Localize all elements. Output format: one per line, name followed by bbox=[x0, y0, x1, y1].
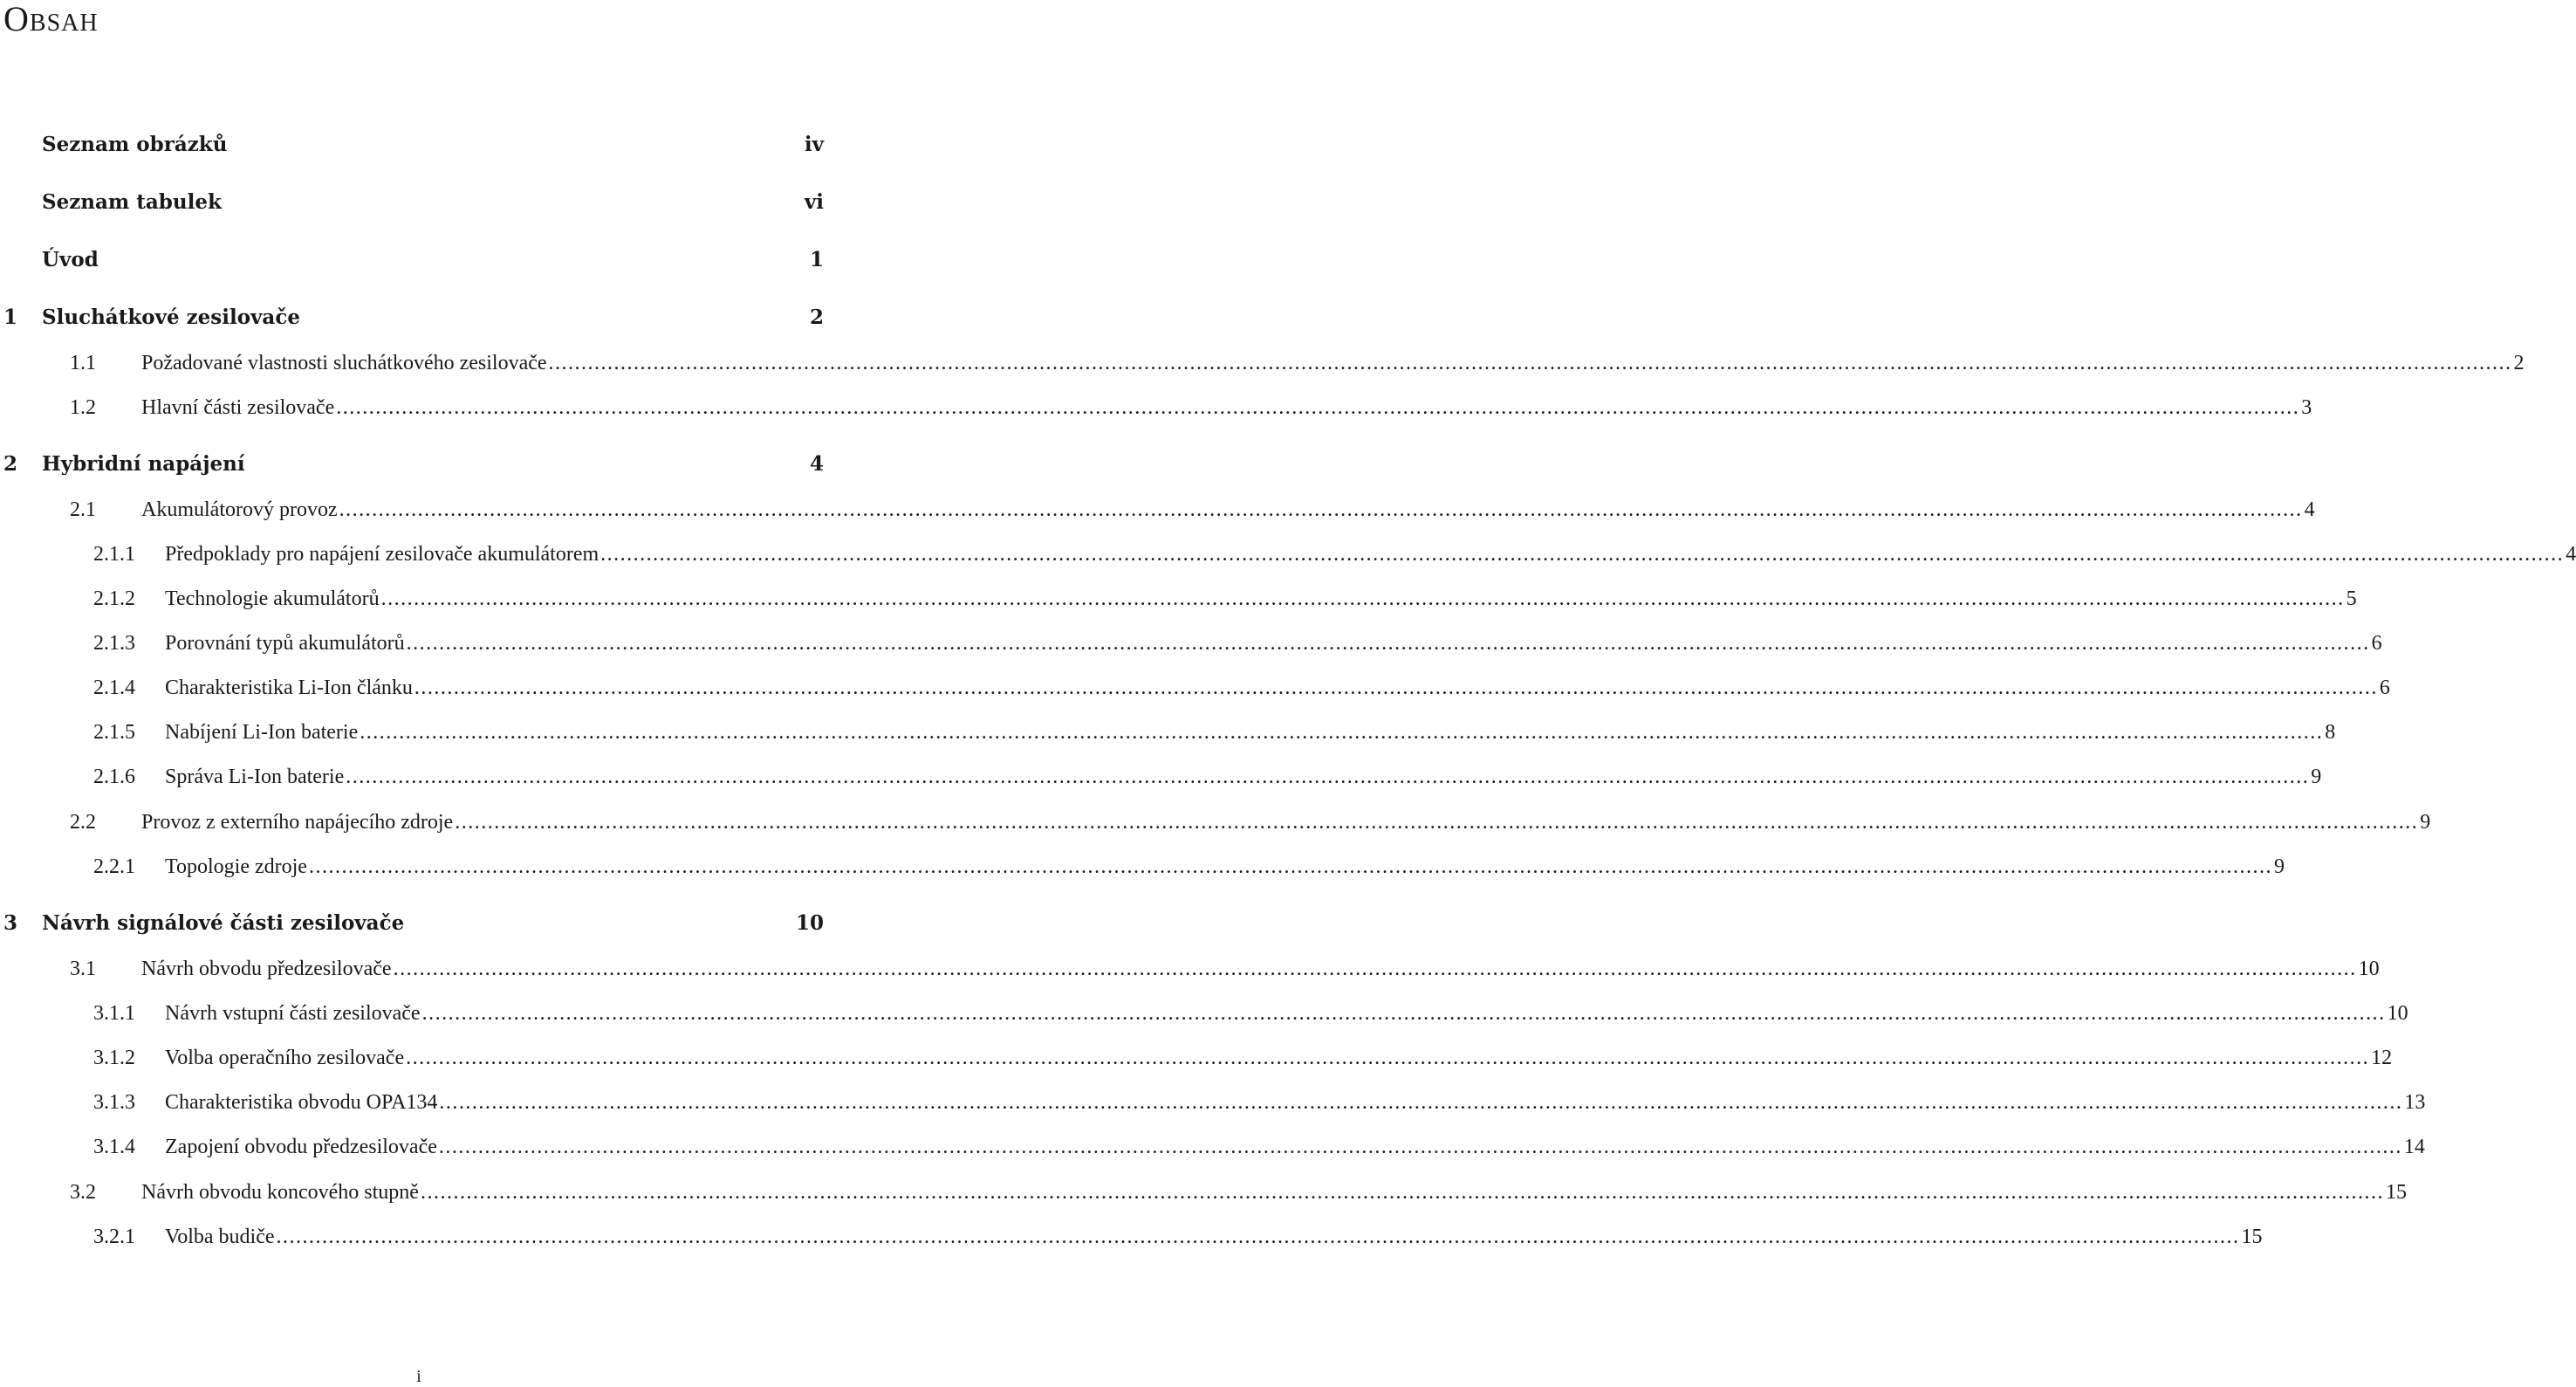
toc-entry-title: Sluchátkové zesilovače bbox=[42, 306, 300, 329]
toc-entry-title: Topologie zdroje bbox=[165, 855, 307, 878]
toc-entry-chapter[interactable] bbox=[0, 133, 824, 156]
toc-entry-chapter[interactable] bbox=[0, 452, 824, 476]
toc-entry-section[interactable] bbox=[0, 1181, 2407, 1205]
toc-entry-subsection[interactable] bbox=[0, 543, 2576, 566]
toc-dot-leader: ............................................................................................................................................................................................................................................................................................................ bbox=[393, 958, 2357, 980]
toc-dot-leader: ............................................................................................................................................................................................................................................................................................................ bbox=[339, 498, 2303, 521]
toc-entry-number: 2.1.4 bbox=[93, 676, 135, 699]
toc-entry-number: 2.2 bbox=[70, 811, 96, 834]
toc-entry-section[interactable] bbox=[0, 396, 2312, 420]
toc-entry-page: 8 bbox=[2325, 721, 2336, 744]
toc-entry-title: Akumulátorový provoz bbox=[141, 498, 338, 521]
toc-entry-page: 15 bbox=[2385, 1181, 2407, 1204]
toc-entry-number: 3.1.2 bbox=[93, 1047, 135, 1069]
toc-entry-title: Návrh obvodu koncového stupně bbox=[141, 1181, 419, 1204]
page-title: Obsah bbox=[3, 0, 99, 38]
toc-entry-title: Volba budiče bbox=[165, 1226, 275, 1248]
toc-entry-number: 2.1.2 bbox=[93, 587, 135, 610]
page-number: i bbox=[416, 1367, 421, 1386]
toc-dot-leader: ............................................................................................................................................................................................................................................................................................................ bbox=[346, 766, 2310, 788]
toc-entry-title: Zapojení obvodu předzesilovače bbox=[165, 1136, 437, 1158]
toc-entry-page: 2 bbox=[809, 306, 824, 329]
toc-entry-number: 1.1 bbox=[70, 352, 96, 374]
toc-entry-page: 10 bbox=[2387, 1002, 2408, 1025]
toc-entry-page: 10 bbox=[795, 911, 824, 935]
toc-entry-page: 1 bbox=[809, 248, 824, 271]
toc-entry-chapter[interactable] bbox=[0, 911, 824, 935]
toc-entry-title: Hybridní napájení bbox=[42, 452, 245, 476]
toc-entry-subsection[interactable] bbox=[0, 676, 2390, 700]
toc-entry-page: vi bbox=[804, 190, 824, 214]
toc-dot-leader: ............................................................................................................................................................................................................................................................................................................ bbox=[406, 1047, 2370, 1069]
toc-entry-title: Charakteristika obvodu OPA134 bbox=[165, 1091, 438, 1114]
toc-entry-subsection[interactable] bbox=[0, 632, 2382, 656]
toc-entry-number: 3 bbox=[3, 911, 18, 935]
toc-entry-number: 3.2.1 bbox=[93, 1226, 135, 1248]
toc-entry-title: Návrh vstupní části zesilovače bbox=[165, 1002, 421, 1025]
toc-entry-section[interactable] bbox=[0, 811, 2431, 834]
toc-entry-number: 2.1 bbox=[70, 498, 96, 521]
toc-dot-leader: ............................................................................................................................................................................................................................................................................................................ bbox=[455, 811, 2419, 834]
toc-entry-page: 5 bbox=[2346, 587, 2357, 610]
toc-entry-page: 12 bbox=[2371, 1047, 2393, 1069]
toc-entry-title: Nabíjení Li-Ion baterie bbox=[165, 721, 359, 744]
toc-entry-page: 6 bbox=[2371, 632, 2382, 655]
toc-dot-leader: ............................................................................................................................................................................................................................................................................................................ bbox=[308, 855, 2272, 878]
toc-entry-number: 2.2.1 bbox=[93, 855, 135, 878]
toc-entry-title: Návrh obvodu předzesilovače bbox=[141, 958, 392, 980]
toc-entry-page: 6 bbox=[2379, 676, 2390, 699]
toc-entry-title: Seznam obrázků bbox=[42, 133, 228, 156]
toc-dot-leader: ............................................................................................................................................................................................................................................................................................................ bbox=[406, 632, 2370, 655]
toc-dot-leader: ............................................................................................................................................................................................................................................................................................................ bbox=[439, 1091, 2403, 1114]
toc-entry-title: Seznam tabulek bbox=[42, 190, 222, 214]
toc-dot-leader: ............................................................................................................................................................................................................................................................................................................ bbox=[600, 543, 2565, 566]
toc-entry-page: 4 bbox=[809, 452, 824, 476]
toc-entry-chapter[interactable] bbox=[0, 248, 824, 271]
toc-entry-page: 14 bbox=[2403, 1136, 2425, 1158]
toc-entry-number: 2.1.3 bbox=[93, 632, 135, 655]
toc-entry-subsection[interactable] bbox=[0, 855, 2285, 879]
toc-dot-leader: ............................................................................................................................................................................................................................................................................................................ bbox=[360, 721, 2324, 744]
toc-entry-page: iv bbox=[804, 133, 824, 156]
toc-entry-page: 3 bbox=[2301, 396, 2312, 419]
toc-entry-subsection[interactable] bbox=[0, 1047, 2393, 1070]
toc-entry-title: Návrh signálové části zesilovače bbox=[42, 911, 405, 935]
toc-entry-page: 9 bbox=[2420, 811, 2431, 834]
toc-entry-page: 15 bbox=[2241, 1226, 2263, 1248]
toc-entry-page: 10 bbox=[2358, 958, 2380, 980]
toc-dot-leader: ............................................................................................................................................................................................................................................................................................................ bbox=[420, 1181, 2384, 1204]
toc-dot-leader: ............................................................................................................................................................................................................................................................................................................ bbox=[276, 1226, 2240, 1248]
toc-entry-title: Předpoklady pro napájení zesilovače akumulátorem bbox=[165, 543, 599, 566]
toc-entry-subsection[interactable] bbox=[0, 1091, 2426, 1115]
toc-entry-section[interactable] bbox=[0, 498, 2315, 522]
toc-dot-leader: ............................................................................................................................................................................................................................................................................................................ bbox=[548, 352, 2512, 374]
toc-entry-page: 9 bbox=[2273, 855, 2285, 878]
toc-entry-subsection[interactable] bbox=[0, 587, 2357, 611]
toc-entry-title: Hlavní části zesilovače bbox=[141, 396, 335, 419]
toc-dot-leader: ............................................................................................................................................................................................................................................................................................................ bbox=[336, 396, 2300, 419]
toc-entry-title: Porovnání typů akumulátorů bbox=[165, 632, 405, 655]
toc-entry-page: 4 bbox=[2566, 543, 2576, 566]
toc-entry-page: 4 bbox=[2304, 498, 2315, 521]
toc-entry-subsection[interactable] bbox=[0, 721, 2336, 745]
toc-entry-number: 1 bbox=[3, 306, 18, 329]
toc-entry-page: 13 bbox=[2404, 1091, 2426, 1114]
toc-entry-number: 3.1.4 bbox=[93, 1136, 135, 1158]
toc-entry-section[interactable] bbox=[0, 958, 2380, 981]
toc-entry-title: Požadované vlastnosti sluchátkového zesilovače bbox=[141, 352, 547, 374]
toc-entry-subsection[interactable] bbox=[0, 1226, 2263, 1249]
toc-entry-title: Úvod bbox=[42, 248, 99, 271]
toc-entry-page: 9 bbox=[2311, 766, 2322, 788]
toc-entry-number: 3.2 bbox=[70, 1181, 96, 1204]
toc-entry-section[interactable] bbox=[0, 352, 2525, 375]
toc-entry-title: Správa Li-Ion baterie bbox=[165, 766, 345, 788]
toc-entry-number: 3.1 bbox=[70, 958, 96, 980]
toc-entry-number: 3.1.3 bbox=[93, 1091, 135, 1114]
toc-entry-page: 2 bbox=[2513, 352, 2525, 374]
toc-entry-title: Provoz z externího napájecího zdroje bbox=[141, 811, 454, 834]
toc-entry-subsection[interactable] bbox=[0, 1136, 2425, 1159]
toc-entry-title: Technologie akumulátorů bbox=[165, 587, 380, 610]
toc-entry-chapter[interactable] bbox=[0, 190, 824, 214]
toc-entry-number: 2.1.5 bbox=[93, 721, 135, 744]
toc-entry-subsection[interactable] bbox=[0, 1002, 2408, 1026]
toc-dot-leader: ............................................................................................................................................................................................................................................................................................................ bbox=[421, 1002, 2386, 1025]
toc-entry-number: 1.2 bbox=[70, 396, 96, 419]
toc-dot-leader: ............................................................................................................................................................................................................................................................................................................ bbox=[438, 1136, 2402, 1158]
toc-entry-title: Charakteristika Li-Ion článku bbox=[165, 676, 413, 699]
toc-entry-number: 2 bbox=[3, 452, 18, 476]
toc-dot-leader: ............................................................................................................................................................................................................................................................................................................ bbox=[414, 676, 2378, 699]
toc-entry-number: 2.1.1 bbox=[93, 543, 135, 566]
toc-entry-number: 2.1.6 bbox=[93, 766, 135, 788]
toc-entry-chapter[interactable] bbox=[0, 306, 824, 329]
toc-dot-leader: ............................................................................................................................................................................................................................................................................................................ bbox=[380, 587, 2345, 610]
toc-entry-title: Volba operačního zesilovače bbox=[165, 1047, 405, 1069]
toc-entry-number: 3.1.1 bbox=[93, 1002, 135, 1025]
toc-entry-subsection[interactable] bbox=[0, 766, 2322, 789]
